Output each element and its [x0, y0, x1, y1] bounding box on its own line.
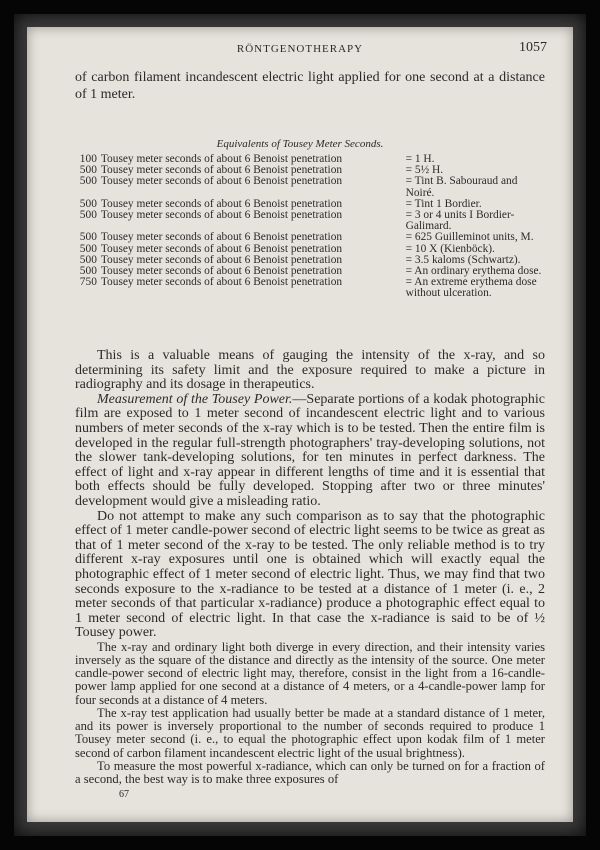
- row-equivalent: = An ordinary erythema dose.: [405, 265, 542, 278]
- table-row: [69, 176, 549, 198]
- row-equivalent: = 1 H.: [405, 153, 435, 165]
- row-count: 500: [79, 197, 97, 210]
- row-equivalent: = Tint 1 Bordier.: [405, 197, 482, 210]
- row-count: 100: [79, 153, 97, 165]
- section-heading: Measurement of the Tousey Power.: [97, 391, 293, 407]
- row-count: 500: [79, 209, 97, 222]
- running-head: RÖNTGENOTHERAPY: [236, 43, 364, 55]
- row-equivalent: = Tint B. Sabouraud and Noiré.: [405, 175, 518, 199]
- row-description: Tousey meter seconds of about 6 Benoist penetration: [100, 265, 343, 278]
- row-description: Tousey meter seconds of about 6 Benoist penetration: [100, 164, 343, 177]
- row-description: Tousey meter seconds of about 6 Benoist penetration: [100, 231, 343, 244]
- row-count: 500: [79, 253, 97, 266]
- row-description: Tousey meter seconds of about 6 Benoist penetration: [100, 153, 343, 165]
- row-equivalent: = 5½ H.: [405, 164, 444, 177]
- intro-paragraph: of carbon filament incandescent electric light applied for one second at a distance of 1 meter.: [75, 70, 545, 102]
- paragraph-4: The x-ray and ordinary light both diverge in every direction, and their intensity varies inversely as the square of the distance and directly as the intensity of the source. One meter candle-power second of electric light may, therefore, consist in the light from a 16-candle-power lamp applied for one second at a distance of 4 meters, or a 4-candle-power lamp for four seconds at a distance of 4 meters.: [75, 639, 545, 707]
- row-equivalent: = An extreme erythema dose without ulceration.: [405, 276, 537, 300]
- row-equivalent: = 3.5 kaloms (Schwartz).: [405, 253, 521, 266]
- row-count: 500: [79, 242, 97, 255]
- book-page: [27, 27, 573, 822]
- row-count: 500: [79, 175, 97, 188]
- paragraph-5: The x-ray test application had usually better be made at a standard distance of 1 meter, and its power is inversely proportional to the number of seconds required to produce 1 Tousey meter second (i. e., to equal the photographic effect upon kodak film of 1 meter second of carbon filament incandescent electric light of the usual brightness).: [75, 705, 545, 760]
- paragraph-3: Do not attempt to make any such comparison as to say that the photographic effect of 1 meter candle-power second of electric light seems to be twice as great as that of 1 meter second of the x-ray to be tested. The only reliable method is to try different x-ray exposures until one is obtained which will exactly equal the photographic effect of 1 meter second of electric light. Thus, we may find that two seconds exposure to the x-radiance to be tested at a distance of 1 meter (i. e., 2 meter seconds of that particular x-radiance) produce a photographic effect equal to 1 meter second of electric light. In that case the x-radiance is said to be of ½ Tousey power.: [75, 508, 545, 641]
- row-description: Tousey meter seconds of about 6 Benoist penetration: [100, 253, 343, 266]
- paragraph-1: This is a valuable means of gauging the intensity of the x-ray, and so determining its safety limit and the exposure required to make a picture in radiography and its dosage in therapeutics.: [75, 348, 545, 393]
- row-description: Tousey meter seconds of about 6 Benoist penetration: [100, 242, 343, 255]
- table-row: [69, 210, 549, 232]
- row-description: Tousey meter seconds of about 6 Benoist penetration: [100, 175, 343, 188]
- row-description: Tousey meter seconds of about 6 Benoist penetration: [100, 276, 343, 289]
- signature-mark: 67: [119, 789, 129, 800]
- row-count: 500: [79, 231, 97, 244]
- page-number: 1057: [519, 40, 547, 55]
- row-count: 500: [79, 164, 97, 177]
- paragraph-6: To measure the most powerful x-radiance, which can only be turned on for a fraction of a second, the best way is to make three exposures of: [75, 758, 545, 786]
- row-description: Tousey meter seconds of about 6 Benoist penetration: [100, 197, 343, 210]
- row-count: 500: [79, 265, 97, 278]
- equivalents-table: [69, 154, 549, 300]
- table-row: [69, 277, 549, 299]
- row-equivalent: = 625 Guilleminot units, M.: [405, 231, 534, 244]
- row-equivalent: = 10 X (Kienböck).: [405, 242, 495, 255]
- paragraph-2: Measurement of the Tousey Power.—Separate portions of a kodak photographic film are exposed to 1 meter second of incandescent electric light and to various numbers of meter seconds of the x-ray which is to be tested. Then the entire film is developed in the regular full-strength photographers' tray-developing solutions, not the slower tank-developing solutions, for ten minutes in perfect darkness. The effect of light and x-ray appear in different lengths of time and it is essential that both effects should be fully developed. Stopping after two or three minutes' development would give a misleading ratio.: [75, 391, 545, 509]
- row-description: Tousey meter seconds of about 6 Benoist penetration: [100, 209, 343, 222]
- table-title: Equivalents of Tousey Meter Seconds.: [216, 138, 384, 150]
- row-equivalent: = 3 or 4 units I Bordier-Galimard.: [405, 209, 515, 233]
- body-text: [75, 349, 545, 786]
- row-count: 750: [79, 276, 97, 289]
- table-row: [69, 232, 549, 243]
